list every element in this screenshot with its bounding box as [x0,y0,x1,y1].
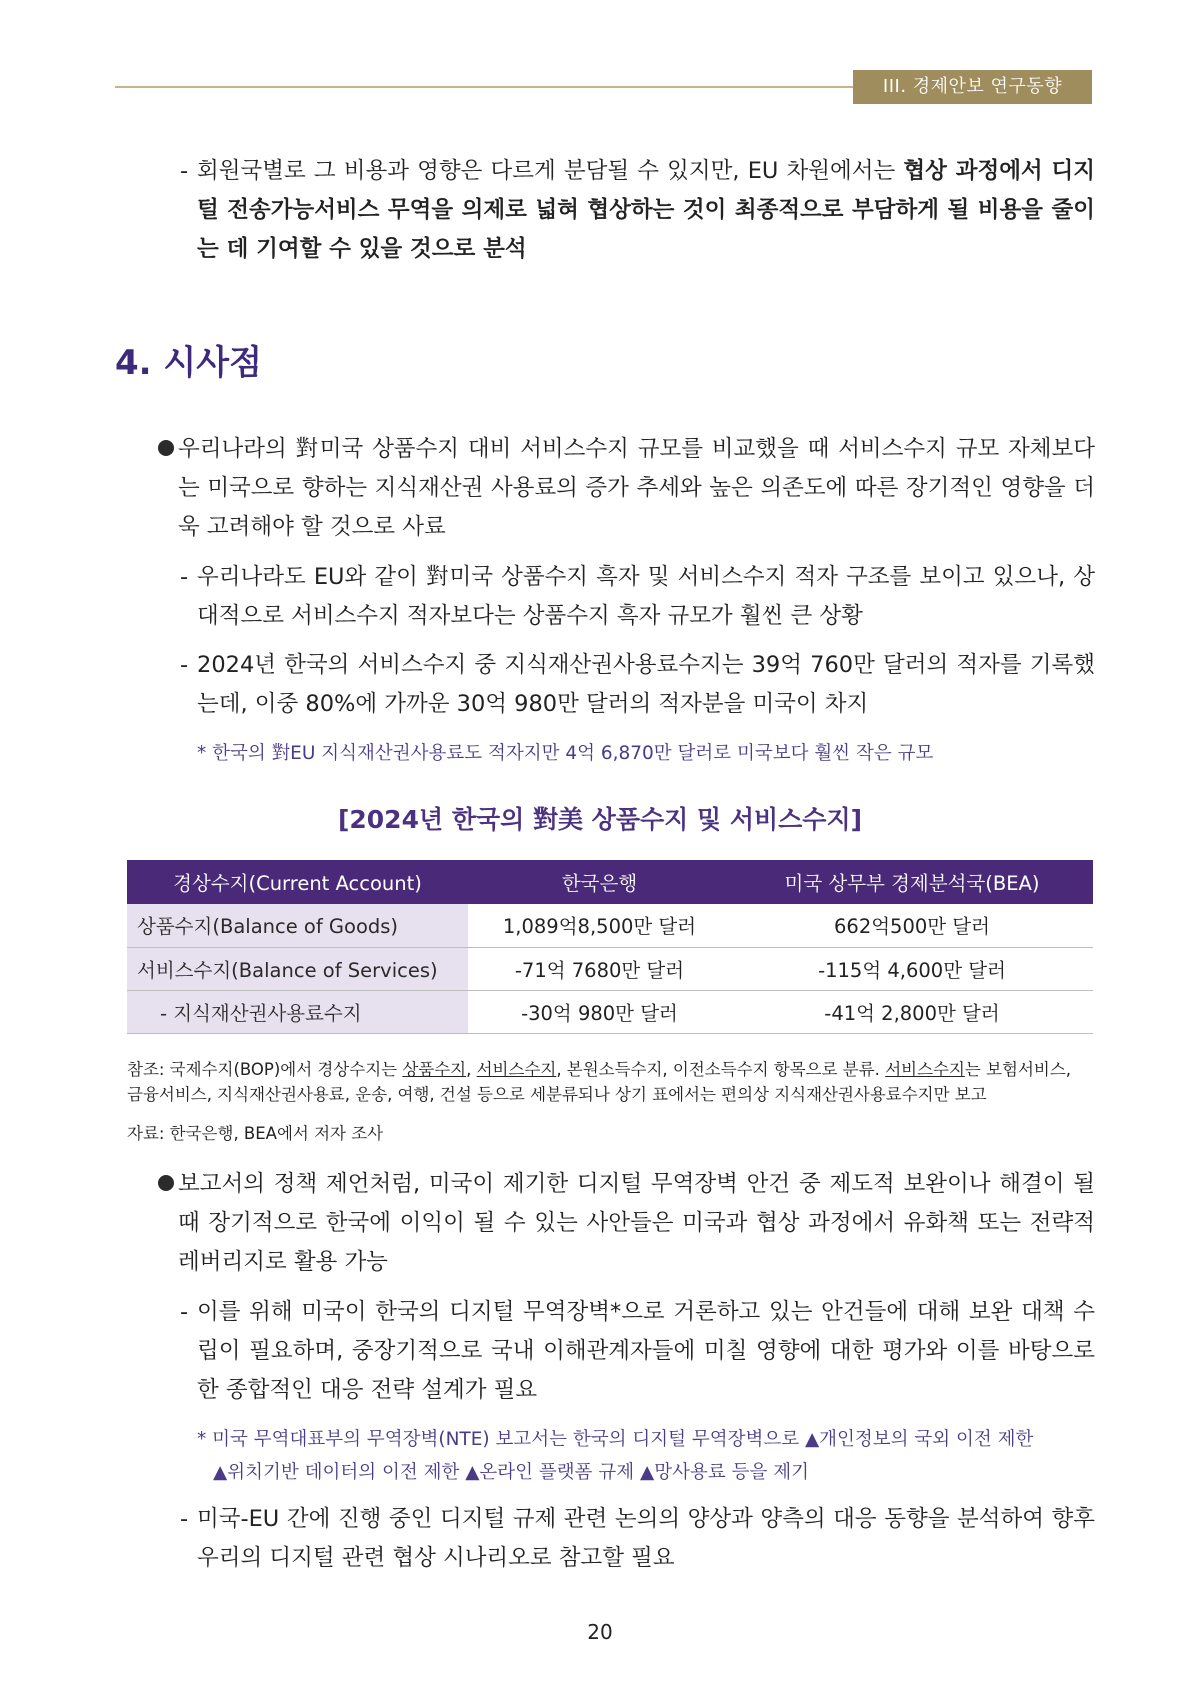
data-source: 자료: 한국은행, BEA에서 저자 조사 [127,1124,384,1143]
table-cell: 1,089억8,500만 달러 [468,904,731,947]
table-title: [2024년 한국의 對美 상품수지 및 서비스수지] [337,805,863,834]
reference-text: , 본원소득수지, 이전소득수지 항목으로 분류. [556,1060,886,1079]
bullet-item-2 [158,1165,1095,1282]
page-number: 20 [587,1620,613,1644]
dash-text-2-1: 이를 위해 미국이 한국의 디지털 무역장벽*으로 거론하고 있는 안건들에 대해 보완 대책 수립이 필요하며, 중장기적으로 국내 이해관계자들에 미칠 영향에 대한 평가와 이를 바탕으로 한 종합적인 대응 전략 설계가 필요 [197,1299,1095,1403]
table-header-cell: 한국은행 [468,860,731,904]
table-header-cell: 경상수지(Current Account) [127,860,468,904]
dash-item-1-2 [180,646,1095,724]
intro-dash-plain: 회원국별로 그 비용과 영향은 다르게 분담될 수 있지만, EU 차원에서는 [197,158,904,184]
dash-text-1-1: 우리나라도 EU와 같이 對미국 상품수지 흑자 및 서비스수지 적자 구조를 보이고 있으나, 상대적으로 서비스수지 적자보다는 상품수지 흑자 규모가 훨씬 큰 상황 [197,564,1095,629]
dash-text-1-2: 2024년 한국의 서비스수지 중 지식재산권사용료수지는 39억 760만 달러의 적자를 기록했는데, 이중 80%에 가까운 30억 980만 달러의 적자분을 미국이 차지 [197,652,1095,717]
table-header-cell: 미국 상무부 경제분석국(BEA) [731,860,1093,904]
table-row [127,990,1093,1033]
reference-text: 참조: 국제수지(BOP)에서 경상수지는 [127,1060,403,1079]
table-row [127,947,1093,990]
bullet-item-1 [158,430,1095,547]
table-cell: 662억500만 달러 [731,904,1093,947]
table-reference-note [127,1057,1071,1107]
balance-table [127,860,1093,1034]
intro-dash-item [180,152,1095,269]
section-title: 4. 시사점 [115,343,262,383]
row-label: 상품수지(Balance of Goods) [127,904,468,947]
table-cell: -115억 4,600만 달러 [731,947,1093,990]
dash-marker: - [180,1506,189,1532]
bullet-text-2: 보고서의 정책 제언처럼, 미국이 제기한 디지털 무역장벽 안건 중 제도적 보완이나 해결이 될 때 장기적으로 한국에 이익이 될 수 있는 사안들은 미국과 협상 과정에서 유화책 또는 전략적 레버리지로 활용 가능 [178,1171,1095,1275]
dash-marker: - [180,564,189,590]
footnote-2-line-1: * 미국 무역대표부의 무역장벽(NTE) 보고서는 한국의 디지털 무역장벽으로 ▲개인정보의 국외 이전 제한 [197,1429,1034,1450]
reference-line-1 [127,1057,1071,1082]
footnote-1: * 한국의 對EU 지식재산권사용료도 적자지만 4억 6,870만 달러로 미국보다 훨씬 작은 규모 [197,743,934,764]
footnote-2 [197,1423,1095,1489]
reference-text: 는 보험서비스, [964,1060,1072,1079]
dash-item-2-1 [180,1293,1095,1410]
intro-dash-bold: 협상 과정에서 디지털 전송가능서비스 무역을 의제로 넓혀 협상하는 것이 최종적으로 부담하게 될 비용을 줄이는 데 기여할 수 있을 것으로 분석 [197,158,1095,262]
row-label: 서비스수지(Balance of Services) [127,947,468,990]
footnote-2-line-2: ▲위치기반 데이터의 이전 제한 ▲온라인 플랫폼 규제 ▲망사용료 등을 제기 [213,1462,809,1483]
header-rule [115,86,855,88]
dash-item-1-1 [180,558,1095,636]
table-row [127,904,1093,947]
reference-line-2: 금융서비스, 지식재산권사용료, 운송, 여행, 건설 등으로 세분류되나 상기 표에서는 편의상 지식재산권사용료수지만 보고 [127,1085,987,1104]
bullet-text-1: 우리나라의 對미국 상품수지 대비 서비스수지 규모를 비교했을 때 서비스수지 규모 자체보다는 미국으로 향하는 지식재산권 사용료의 증가 추세와 높은 의존도에 따른 장기적인 영향을 더욱 고려해야 할 것으로 사료 [178,436,1095,540]
table-header-row [127,860,1093,904]
dash-item-2-2 [180,1500,1095,1578]
section-tag: III. 경제안보 연구동향 [853,70,1092,104]
bullet-dot-icon [158,1175,174,1191]
row-label: - 지식재산권사용료수지 [127,990,468,1033]
reference-text: , [466,1060,477,1079]
dash-marker: - [180,1299,189,1325]
reference-underlined: 서비스수지 [885,1060,965,1079]
dash-marker: - [180,158,189,184]
dash-marker: - [180,652,189,678]
table-cell: -30억 980만 달러 [468,990,731,1033]
table-cell: -71억 7680만 달러 [468,947,731,990]
reference-underlined: 서비스수지 [476,1060,557,1079]
table-cell: -41억 2,800만 달러 [731,990,1093,1033]
bullet-dot-icon [158,440,174,456]
dash-text-2-2: 미국-EU 간에 진행 중인 디지털 규제 관련 논의의 양상과 양측의 대응 동향을 분석하여 향후 우리의 디지털 관련 협상 시나리오로 참고할 필요 [197,1506,1095,1571]
reference-underlined: 상품수지 [402,1060,467,1079]
